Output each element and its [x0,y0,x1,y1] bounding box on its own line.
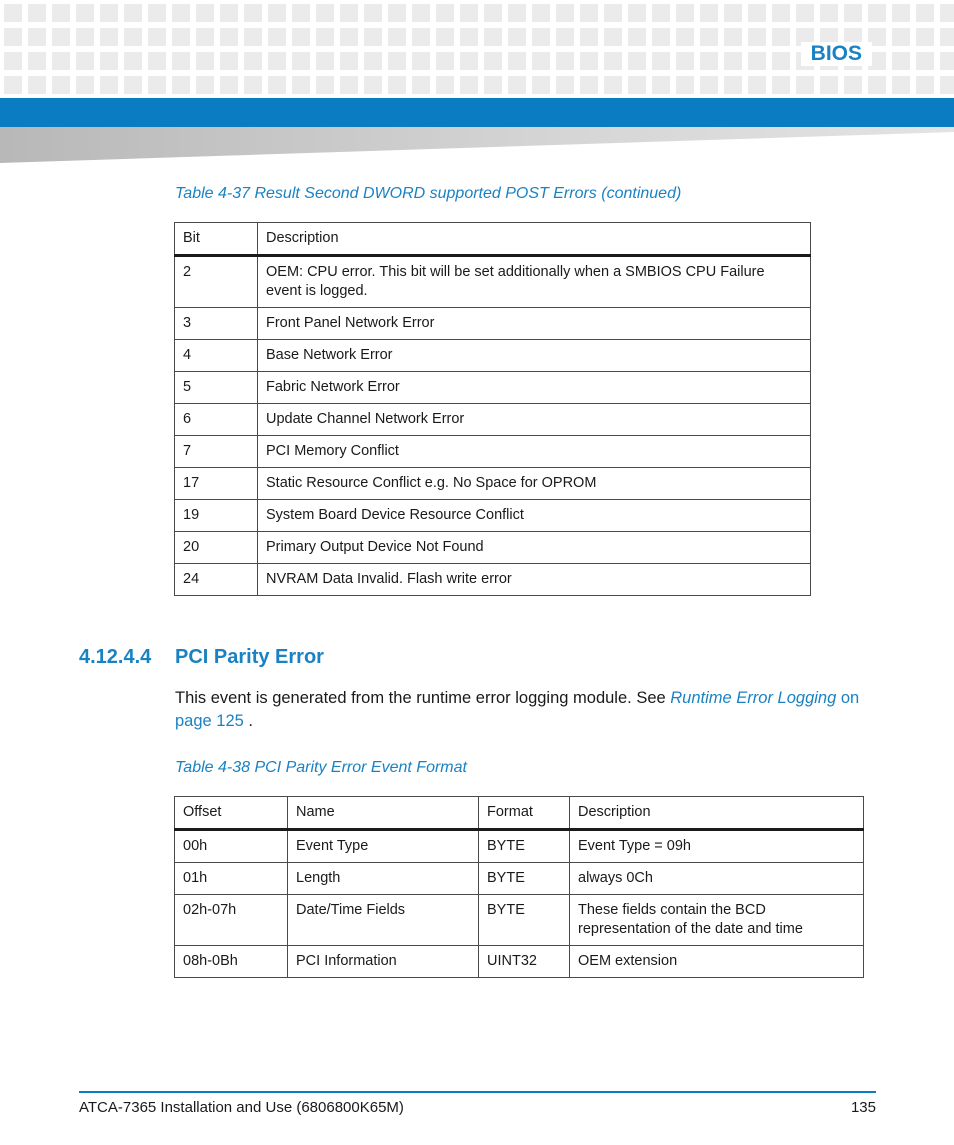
body-text: This event is generated from the runtime error logging module. See [175,689,671,707]
table-row [175,500,811,532]
table-header-row [175,223,811,256]
column-header-description: Description [258,223,811,256]
cell-format: BYTE [479,895,570,946]
table-row [175,830,864,863]
cell-format: BYTE [479,830,570,863]
cell-bit: 3 [175,308,258,340]
cell-bit: 19 [175,500,258,532]
cell-bit: 6 [175,404,258,436]
cell-description: System Board Device Resource Conflict [258,500,811,532]
table-row [175,468,811,500]
runtime-error-logging-link[interactable]: Runtime Error Logging [670,689,837,707]
table-row [175,895,864,946]
column-header-format: Format [479,797,570,830]
cell-bit: 20 [175,532,258,564]
cell-name: PCI Information [288,946,479,978]
cell-offset: 00h [175,830,288,863]
cell-description: Primary Output Device Not Found [258,532,811,564]
table-row [175,564,811,596]
header-gray-wedge [0,127,954,163]
section-heading [79,646,324,669]
cell-name: Length [288,863,479,895]
table-row [175,340,811,372]
cell-bit: 5 [175,372,258,404]
table1-caption: Table 4-37 Result Second DWORD supported POST Errors (continued) [175,185,682,202]
column-header-description: Description [570,797,864,830]
cell-description: Front Panel Network Error [258,308,811,340]
page-reference-link[interactable]: on page 125 [175,689,860,730]
column-header-offset: Offset [175,797,288,830]
table-row [175,308,811,340]
cell-description: Static Resource Conflict e.g. No Space for OPROM [258,468,811,500]
cell-name: Event Type [288,830,479,863]
header-blue-bar [0,98,954,127]
cell-bit: 24 [175,564,258,596]
cell-bit: 4 [175,340,258,372]
cell-bit: 2 [175,256,258,308]
cell-offset: 01h [175,863,288,895]
section-number: 4.12.4.4 [79,646,152,668]
cell-description: Fabric Network Error [258,372,811,404]
cell-name: Date/Time Fields [288,895,479,946]
cell-offset: 08h-0Bh [175,946,288,978]
table-row [175,256,811,308]
table-row [175,372,811,404]
table-row [175,946,864,978]
footer-document-title: ATCA-7365 Installation and Use (6806800K65M) [79,1099,404,1116]
cell-description: OEM extension [570,946,864,978]
cell-offset: 02h-07h [175,895,288,946]
section-body [175,687,875,733]
pci-parity-event-table [174,796,864,978]
cell-description: OEM: CPU error. This bit will be set additionally when a SMBIOS CPU Failure event is logged. [258,256,811,308]
footer-page-number: 135 [850,1099,876,1116]
table-row [175,436,811,468]
cell-description: PCI Memory Conflict [258,436,811,468]
column-header-bit: Bit [175,223,258,256]
cell-bit: 7 [175,436,258,468]
table-header-row [175,797,864,830]
cell-description: These fields contain the BCD representation of the date and time [570,895,864,946]
cell-description: NVRAM Data Invalid. Flash write error [258,564,811,596]
post-errors-table [174,222,811,596]
cell-description: Event Type = 09h [570,830,864,863]
cell-format: BYTE [479,863,570,895]
cell-description: Base Network Error [258,340,811,372]
body-text-end: . [243,712,253,730]
cell-description: Update Channel Network Error [258,404,811,436]
cell-description: always 0Ch [570,863,864,895]
column-header-name: Name [288,797,479,830]
cell-bit: 17 [175,468,258,500]
section-title: PCI Parity Error [175,646,324,668]
cell-format: UINT32 [479,946,570,978]
section-label: BIOS [801,42,872,66]
footer-rule [79,1091,876,1093]
table-row [175,532,811,564]
table2-caption: Table 4-38 PCI Parity Error Event Format [175,759,467,776]
table-row [175,404,811,436]
table-row [175,863,864,895]
